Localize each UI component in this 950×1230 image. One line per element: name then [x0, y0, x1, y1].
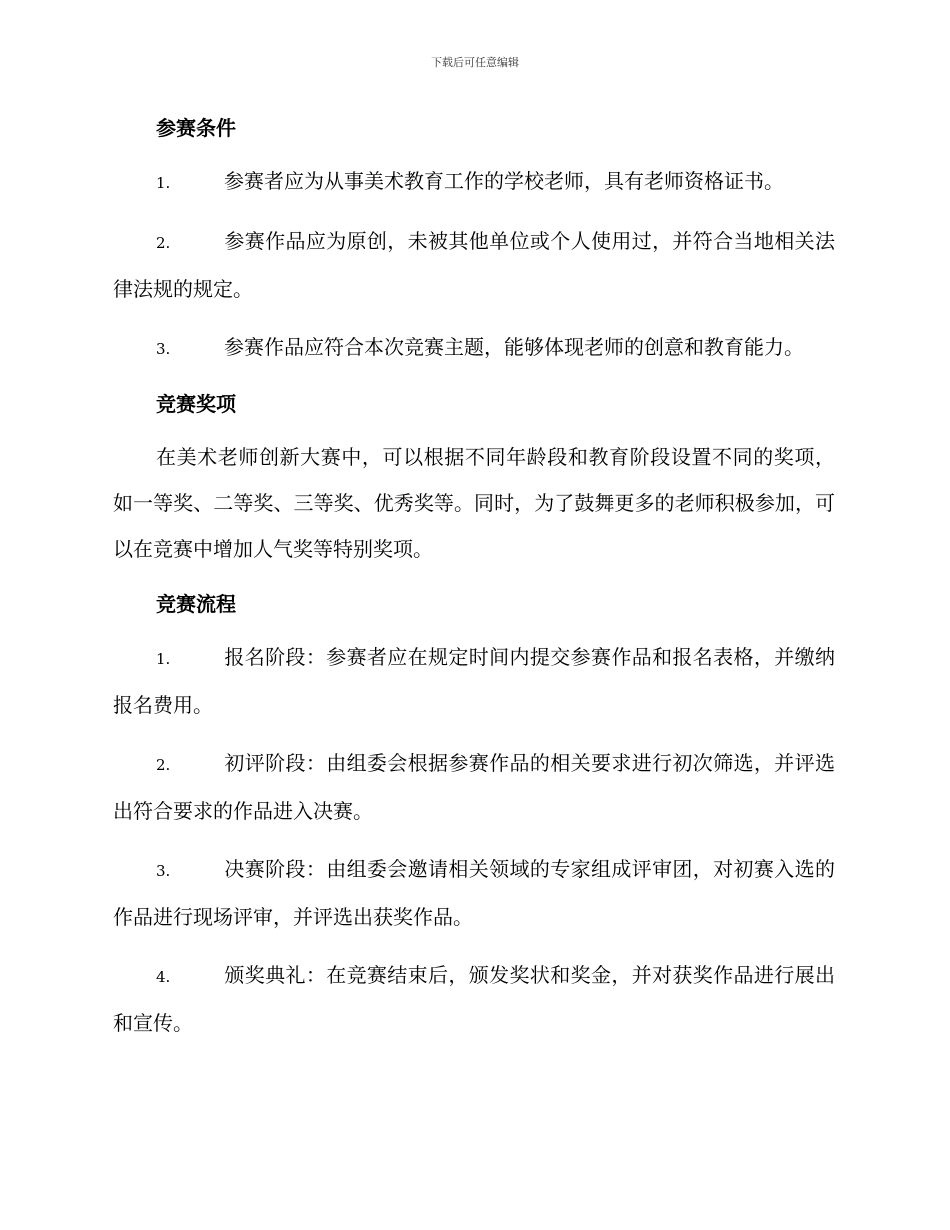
- list-item-number: 3.: [156, 862, 171, 880]
- section-heading-eligibility: 参赛条件: [156, 116, 236, 140]
- list-item-number: 3.: [156, 340, 171, 358]
- list-item: [113, 846, 835, 940]
- list-item-text: 报名阶段：参赛者应在规定时间内提交参赛作品和报名表格，并缴纳报名费用。: [113, 645, 835, 717]
- awards-paragraph: 在美术老师创新大赛中，可以根据不同年龄段和教育阶段设置不同的奖项，如一等奖、二等奖、三等奖、优秀奖等。同时，为了鼓舞更多的老师积极参加，可以在竞赛中增加人气奖等特别奖项。: [113, 445, 835, 561]
- section-heading-process: 竞赛流程: [156, 592, 236, 616]
- page-header-note: 下载后可任意编辑: [431, 56, 519, 69]
- document-body: [113, 110, 835, 1046]
- list-item: [113, 952, 835, 1046]
- list-item-number: 4.: [156, 968, 171, 986]
- list-item-text: 颁奖典礼：在竞赛结束后，颁发奖状和奖金，并对获奖作品进行展出和宣传。: [113, 963, 835, 1035]
- list-item-text: 决赛阶段：由组委会邀请相关领域的专家组成评审团，对初赛入选的作品进行现场评审，并评选出获奖作品。: [113, 857, 835, 929]
- list-item-number: 2.: [156, 234, 171, 252]
- list-item-number: 1.: [156, 650, 171, 668]
- section-heading-awards: 竞赛奖项: [156, 392, 236, 416]
- list-item-text: 参赛者应为从事美术教育工作的学校老师，具有老师资格证书。: [224, 169, 784, 193]
- list-item-number: 2.: [156, 756, 171, 774]
- list-item-number: 1.: [156, 174, 171, 192]
- list-item-text: 参赛作品应为原创，未被其他单位或个人使用过，并符合当地相关法律法规的规定。: [113, 229, 835, 301]
- list-item: [113, 740, 835, 834]
- list-item-text: 初评阶段：由组委会根据参赛作品的相关要求进行初次筛选，并评选出符合要求的作品进入决赛。: [113, 751, 835, 823]
- list-item: [113, 324, 835, 372]
- list-item: [113, 158, 835, 206]
- list-item-text: 参赛作品应符合本次竞赛主题，能够体现老师的创意和教育能力。: [224, 335, 804, 359]
- list-item: [113, 218, 835, 312]
- list-item: [113, 634, 835, 728]
